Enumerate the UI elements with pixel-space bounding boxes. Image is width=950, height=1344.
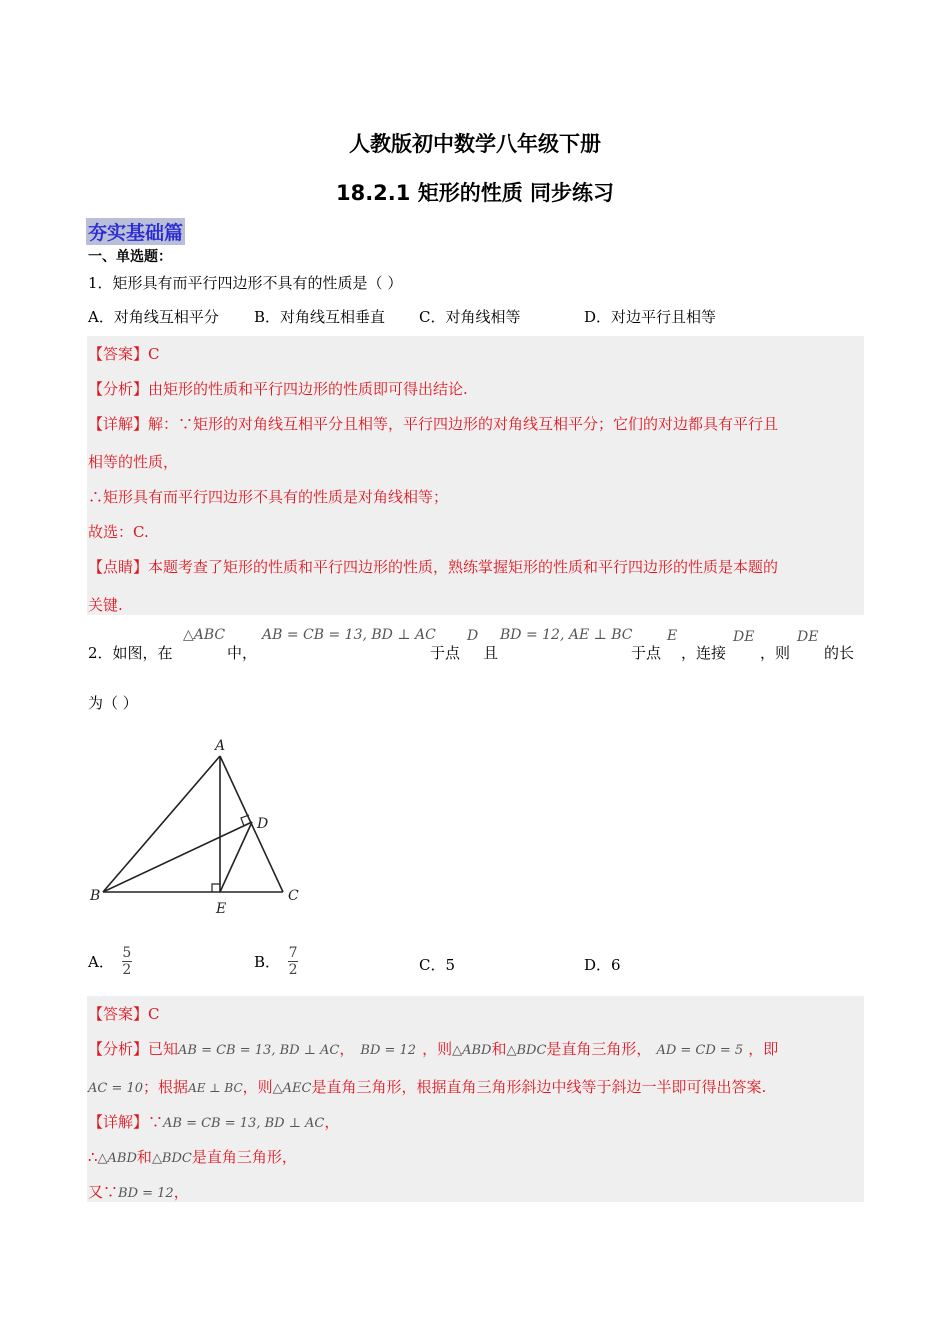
segment-bd <box>103 822 252 892</box>
q2-analysis-text-1: 【分析】已知 <box>88 1040 179 1058</box>
q1-analysis: 【分析】由矩形的性质和平行四边形的性质即可得出结论. <box>88 380 468 398</box>
q2-analysis-text-3: ，则 <box>422 1040 453 1058</box>
q2-math-d: D <box>467 628 479 644</box>
q2-detail-math-2: △ABD <box>97 1151 137 1166</box>
q2-analysis-text-8: ，则 <box>242 1078 273 1096</box>
q2-analysis-math-7: AE ⊥ BC <box>188 1081 243 1095</box>
q2-option-b-fraction <box>288 945 298 978</box>
q2-analysis-math-8: △AEC <box>272 1081 312 1096</box>
q2-stem-3: 于点 <box>430 644 461 662</box>
vertex-label-e: E <box>216 901 227 914</box>
q2-detail-line1 <box>88 1111 339 1132</box>
q1-detail-line4: 故选：C. <box>88 523 149 541</box>
q2-stem-2: 中， <box>227 644 258 662</box>
q2-detail-text-1: 【详解】∵ <box>88 1113 164 1131</box>
q2-math-e: E <box>667 628 678 644</box>
q2-stem-4: 且 <box>483 644 499 662</box>
q1-detail-line1: 【详解】解：∵矩形的对角线互相平分且相等，平行四边形的对角线互相平分；它们的对边都具有平行且 <box>88 415 779 433</box>
section-heading: 夯实基础篇 <box>86 218 185 245</box>
q2-analysis-math-2: BD = 12 <box>360 1043 417 1058</box>
q2-option-b-prefix: B． <box>254 952 281 971</box>
q2-option-c: C．5 <box>419 956 456 974</box>
q1-option-d: D．对边平行且相等 <box>584 308 717 326</box>
q2-detail-text-3: ∴ <box>88 1148 98 1166</box>
q1-comment-line1: 【点睛】本题考查了矩形的性质和平行四边形的性质，熟练掌握矩形的性质和平行四边形的性质是本题的 <box>88 558 779 576</box>
q2-analysis-text-9: 是直角三角形，根据直角三角形斜边中线等于斜边一半即可得出答案. <box>311 1078 767 1096</box>
q2-detail-text-7: ， <box>173 1183 189 1201</box>
q2-option-b <box>254 940 298 982</box>
q2-option-a <box>88 940 132 982</box>
q2-option-a-prefix: A． <box>88 952 114 971</box>
q1-comment-line2: 关键. <box>88 596 123 614</box>
q2-math-triangle-abc: △ABC <box>183 627 226 643</box>
q2-analysis-math-5: AD = CD = 5 <box>656 1043 744 1058</box>
q2-option-b-numerator: 7 <box>288 944 298 961</box>
q1-option-b: B．对角线互相垂直 <box>254 308 386 326</box>
q1-stem: 1．矩形具有而平行四边形不具有的性质是（ ） <box>88 274 403 292</box>
q2-math-ab-cb: AB = CB = 13, BD ⊥ AC <box>262 627 436 643</box>
q2-analysis-text-2: ， <box>339 1040 355 1058</box>
document-subtitle: 18.2.1 矩形的性质 同步练习 <box>335 181 615 205</box>
q2-analysis-text-4: 和 <box>491 1040 507 1058</box>
q2-detail-text-6: 又∵ <box>88 1183 119 1201</box>
right-angle-mark-e <box>212 884 220 892</box>
q2-analysis-math-6: AC = 10 <box>88 1081 144 1096</box>
q2-detail-math-3: △BDC <box>151 1151 192 1166</box>
vertex-label-b: B <box>90 888 101 904</box>
vertex-label-a: A <box>215 738 226 754</box>
q2-detail-line3 <box>88 1181 189 1202</box>
q2-solution-box <box>87 996 864 1202</box>
q2-option-d: D．6 <box>584 956 621 974</box>
q2-detail-text-2: ， <box>324 1113 340 1131</box>
q2-option-a-numerator: 5 <box>122 944 132 961</box>
vertex-label-d: D <box>257 816 269 832</box>
q2-stem-8: 的长 <box>824 644 855 662</box>
q2-detail-text-5: 是直角三角形， <box>191 1148 297 1166</box>
q2-math-de-1: DE <box>733 629 755 645</box>
q2-option-a-fraction <box>122 945 132 978</box>
document-title: 人教版初中数学八年级下册 <box>349 132 601 156</box>
q2-detail-math-4: BD = 12 <box>118 1186 174 1201</box>
segment-ab <box>103 756 220 892</box>
q2-analysis-line2 <box>88 1076 766 1097</box>
q2-option-b-denominator: 2 <box>288 961 298 978</box>
q2-detail-text-4: 和 <box>136 1148 152 1166</box>
q2-analysis-math-1: AB = CB = 13, BD ⊥ AC <box>178 1043 340 1058</box>
q2-analysis-text-5: 是直角三角形， <box>546 1040 652 1058</box>
q2-stem-1: 2．如图，在 <box>88 644 173 662</box>
q2-math-bd-ae: BD = 12, AE ⊥ BC <box>500 627 633 643</box>
vertex-label-c: C <box>288 888 299 904</box>
q2-detail-math-1: AB = CB = 13, BD ⊥ AC <box>163 1116 325 1131</box>
q2-analysis-text-6: ，即 <box>748 1040 779 1058</box>
q2-answer: 【答案】C <box>88 1005 160 1023</box>
q1-option-a: A．对角线互相平分 <box>88 308 219 326</box>
q1-detail-line3: ∴矩形具有而平行四边形不具有的性质是对角线相等； <box>88 488 449 506</box>
q2-stem-7: ，则 <box>760 644 791 662</box>
q2-stem-end: 为（ ） <box>88 694 138 712</box>
part-heading: 一、单选题： <box>88 249 172 265</box>
q2-stem-6: ，连接 <box>681 644 727 662</box>
q2-analysis-text-7: ；根据 <box>143 1078 189 1096</box>
q1-option-c: C．对角线相等 <box>419 308 521 326</box>
q2-detail-line2 <box>88 1146 297 1167</box>
q2-analysis-math-4: △BDC <box>506 1043 547 1058</box>
q2-option-a-denominator: 2 <box>122 961 132 978</box>
q2-triangle-figure <box>85 734 315 914</box>
q2-analysis-math-3: △ABD <box>452 1043 492 1058</box>
q1-answer: 【答案】C <box>88 345 160 363</box>
q2-math-de-2: DE <box>797 629 819 645</box>
q1-detail-line2: 相等的性质， <box>88 453 179 471</box>
segment-de <box>220 822 252 892</box>
q2-stem-5: 于点 <box>631 644 662 662</box>
q2-analysis-line1 <box>88 1038 778 1059</box>
